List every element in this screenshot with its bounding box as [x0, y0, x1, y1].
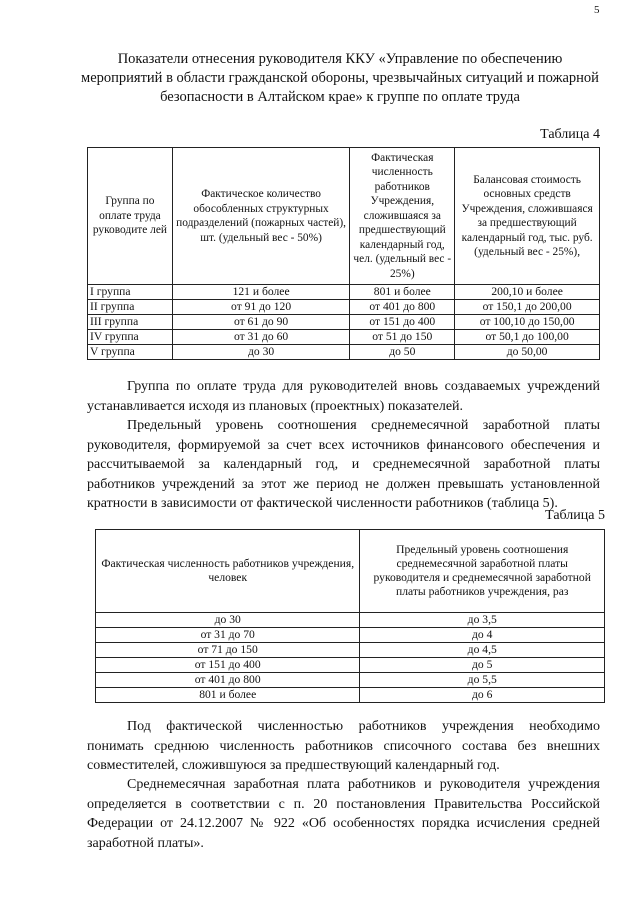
table-cell: до 5	[360, 658, 605, 673]
table-header-row	[88, 148, 600, 285]
table-cell: от 401 до 800	[350, 300, 455, 315]
table-cell: от 31 до 60	[172, 330, 349, 345]
table-cell: до 50,00	[455, 345, 600, 360]
paragraph: Предельный уровень соотношения среднемесячной заработной платы руководителя, формируемой за счет всех источников финансового обеспечения и рассчитываемой за календарный год, и среднемесячной заработной платы работников учреждений за этот же период не должен превышать установленной кратности в зависимости от фактической численности работников (таблица 5).	[87, 418, 600, 511]
table-cell: V группа	[88, 345, 173, 360]
paragraph: Группа по оплате труда для руководителей вновь создаваемых учреждений устанавливается исходя из плановых (проектных) показателей.	[87, 379, 600, 414]
header-cell: Фактическая численность работников учреждения, человек	[96, 530, 360, 613]
table-row	[88, 345, 600, 360]
table-cell: от 71 до 150	[96, 643, 360, 658]
table-row	[96, 688, 605, 703]
table4-caption: Таблица 4	[540, 127, 600, 142]
table-cell: 200,10 и более	[455, 285, 600, 300]
table-cell: от 401 до 800	[96, 673, 360, 688]
table-cell: до 30	[96, 613, 360, 628]
table-row	[96, 673, 605, 688]
table-cell: от 50,1 до 100,00	[455, 330, 600, 345]
table5-caption: Таблица 5	[545, 508, 605, 523]
table-row	[88, 285, 600, 300]
table-cell: до 3,5	[360, 613, 605, 628]
table-cell: от 151 до 400	[350, 315, 455, 330]
table-cell: от 100,10 до 150,00	[455, 315, 600, 330]
table-row	[96, 628, 605, 643]
header-cell: Группа по оплате труда руководите лей	[88, 148, 173, 285]
table-row	[88, 315, 600, 330]
table-cell: до 30	[172, 345, 349, 360]
table-cell: до 6	[360, 688, 605, 703]
table-cell: 121 и более	[172, 285, 349, 300]
table-cell: IV группа	[88, 330, 173, 345]
table-cell: II группа	[88, 300, 173, 315]
document-title: Показатели отнесения руководителя ККУ «Управление по обеспечению мероприятий в области гражданской обороны, чрезвычайных ситуаций и пожарной безопасности в Алтайском крае» к группе по оплате труда	[81, 51, 599, 105]
header-cell: Балансовая стоимость основных средств Учреждения, сложившаяся за предшествующий календарный год, тыс. руб. (удельный вес - 25%),	[455, 148, 600, 285]
paragraph: Под фактической численностью работников учреждения необходимо понимать среднюю численность работников списочного состава без внешних совместителей, сложившуюся за предшествующий календарный год.	[87, 719, 600, 773]
table-cell: III группа	[88, 315, 173, 330]
page-number: 5	[594, 4, 600, 16]
header-cell: Предельный уровень соотношения среднемесячной заработной платы руководителя и среднемесячной заработной платы работников учреждения, раз	[360, 530, 605, 613]
table-cell: от 150,1 до 200,00	[455, 300, 600, 315]
table-row	[96, 658, 605, 673]
table-cell: от 31 до 70	[96, 628, 360, 643]
table-cell: до 5,5	[360, 673, 605, 688]
table-cell: от 151 до 400	[96, 658, 360, 673]
table-cell: до 50	[350, 345, 455, 360]
table-row	[88, 300, 600, 315]
table4	[87, 147, 600, 360]
header-cell: Фактическое количество обособленных структурных подразделений (пожарных частей), шт. (удельный вес - 50%)	[172, 148, 349, 285]
header-cell: Фактическая численность работников Учреждения, сложившаяся за предшествующий календарный год, чел. (удельный вес - 25%)	[350, 148, 455, 285]
table-header-row	[96, 530, 605, 613]
table-cell: до 4	[360, 628, 605, 643]
table-cell: от 61 до 90	[172, 315, 349, 330]
table-row	[96, 643, 605, 658]
table-row	[96, 613, 605, 628]
table-cell: 801 и более	[96, 688, 360, 703]
table-cell: I группа	[88, 285, 173, 300]
table-row	[88, 330, 600, 345]
table-cell: до 4,5	[360, 643, 605, 658]
table5	[95, 529, 605, 703]
table-cell: от 91 до 120	[172, 300, 349, 315]
table-cell: 801 и более	[350, 285, 455, 300]
paragraph: Среднемесячная заработная плата работников и руководителя учреждения определяется в соответствии с п. 20 постановления Правительства Российской Федерации от 24.12.2007 № 922 «Об особенностях порядка исчисления средней заработной платы».	[87, 777, 600, 851]
table-cell: от 51 до 150	[350, 330, 455, 345]
